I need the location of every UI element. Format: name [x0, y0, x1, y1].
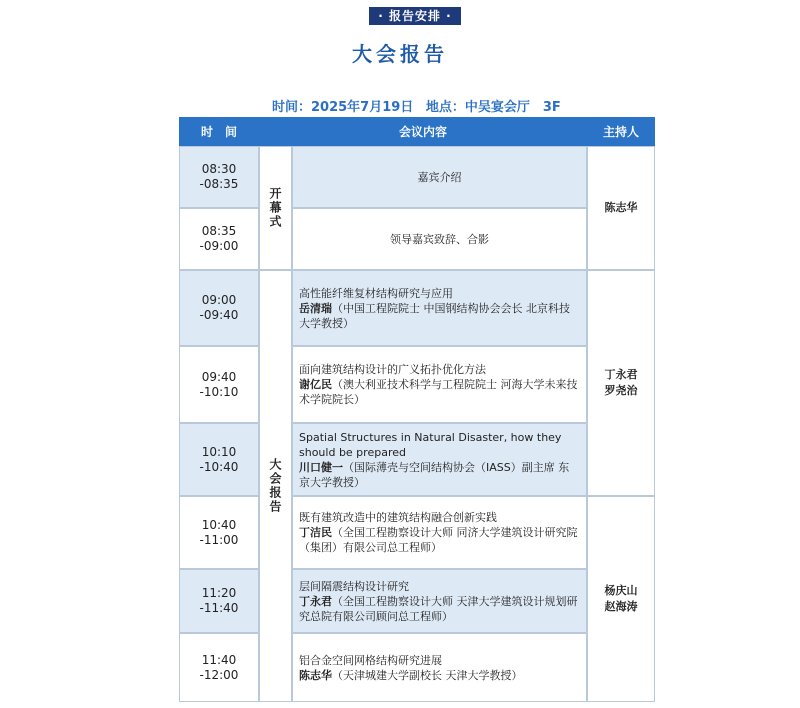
time-start: 09:40: [201, 369, 237, 384]
section-opening: 开幕式: [259, 146, 292, 270]
page-title: 大会报告: [352, 42, 448, 66]
time-end: -08:35: [199, 177, 239, 191]
speaker-name: 谢亿民: [299, 378, 332, 391]
section-badge: · 报告安排 ·: [369, 7, 461, 25]
session-item: [292, 346, 587, 423]
time-start: 09:00: [201, 293, 237, 307]
speaker-line: [299, 377, 580, 407]
host-cell: [587, 270, 655, 496]
talk-title: 既有建筑改造中的建筑结构融合创新实践: [299, 511, 497, 524]
speaker-name: 陈志华: [299, 668, 332, 682]
time-end: -09:40: [199, 308, 239, 322]
session-item: [292, 208, 587, 270]
time-start: 10:10: [201, 444, 237, 459]
time-cell: [179, 423, 259, 496]
header-time: 时 间: [179, 117, 259, 146]
session-item: [292, 423, 587, 496]
talk-title: 铝合金空间网格结构研究进展: [299, 653, 442, 667]
time-cell: [179, 146, 259, 208]
time-cell: [179, 270, 259, 346]
host-cell: [587, 146, 655, 270]
speaker-line: [299, 525, 580, 555]
session-item: [292, 569, 587, 633]
host-name: 赵海涛: [604, 600, 638, 613]
time-end: -11:40: [199, 601, 239, 615]
host-cell: [587, 496, 655, 702]
time-start: 11:40: [201, 652, 237, 667]
speaker-affiliation: （天津城建大学副校长 天津大学教授）: [332, 668, 523, 682]
time-end: -12:00: [199, 667, 239, 682]
speaker-line: [299, 301, 580, 331]
time-start: 08:35: [201, 224, 237, 238]
host-name: 陈志华: [604, 201, 638, 214]
event-date: 时间：2025年7月19日: [272, 100, 414, 115]
time-cell: [179, 496, 259, 569]
session-item: [292, 496, 587, 569]
event-meta: [272, 96, 569, 115]
speaker-name: 丁永君: [299, 594, 332, 608]
speaker-line: [299, 668, 580, 683]
session-title: 领导嘉宾致辞、合影: [390, 232, 489, 246]
time-end: -10:10: [199, 384, 239, 399]
time-start: 08:30: [201, 162, 237, 176]
talk-title: 层间隔震结构设计研究: [299, 579, 409, 593]
time-start: 10:40: [201, 517, 237, 532]
speaker-affiliation: （澳大利亚技术科学与工程院院士 河海大学未来技术学院院长）: [299, 378, 578, 406]
speaker-name: 丁洁民: [299, 526, 332, 539]
speaker-affiliation: （全国工程勘察设计大师 同济大学建筑设计研究院（集团）有限公司总工程师）: [299, 526, 578, 554]
session-item: [292, 633, 587, 702]
host-name: 杨庆山: [604, 584, 638, 597]
time-cell: [179, 208, 259, 270]
time-end: -09:00: [199, 239, 239, 253]
speaker-affiliation: （中国工程院院士 中国钢结构协会会长 北京科技大学教授）: [299, 301, 570, 330]
speaker-line: [299, 594, 580, 624]
host-name: 罗尧治: [604, 384, 638, 397]
session-item: [292, 270, 587, 346]
session-item: [292, 146, 587, 208]
schedule-table: [179, 117, 655, 702]
event-venue: 地点：中吴宴会厅 3F: [425, 100, 561, 115]
time-cell: [179, 633, 259, 702]
speaker-line: [299, 460, 580, 490]
section-plenary: 大会报告: [259, 270, 292, 702]
time-cell: [179, 346, 259, 423]
host-name: 丁永君: [604, 368, 638, 381]
time-end: -11:00: [199, 532, 239, 547]
session-title: 嘉宾介绍: [417, 170, 462, 184]
speaker-name: 岳清瑞: [299, 301, 332, 315]
time-cell: [179, 569, 259, 633]
time-start: 11:20: [201, 586, 237, 600]
talk-title: 高性能纤维复材结构研究与应用: [299, 286, 453, 300]
time-end: -10:40: [199, 459, 239, 474]
talk-title: Spatial Structures in Natural Disaster, how they should be prepared: [299, 430, 562, 459]
speaker-affiliation: （国际薄壳与空间结构协会（IASS）副主席 东京大学教授）: [299, 460, 570, 489]
speaker-affiliation: （全国工程勘察设计大师 天津大学建筑设计规划研究总院有限公司顾问总工程师）: [299, 594, 578, 623]
header-content: 会议内容: [259, 117, 587, 146]
talk-title: 面向建筑结构设计的广义拓扑优化方法: [299, 363, 486, 376]
speaker-name: 川口健一: [299, 460, 343, 474]
header-host: 主持人: [587, 117, 655, 146]
